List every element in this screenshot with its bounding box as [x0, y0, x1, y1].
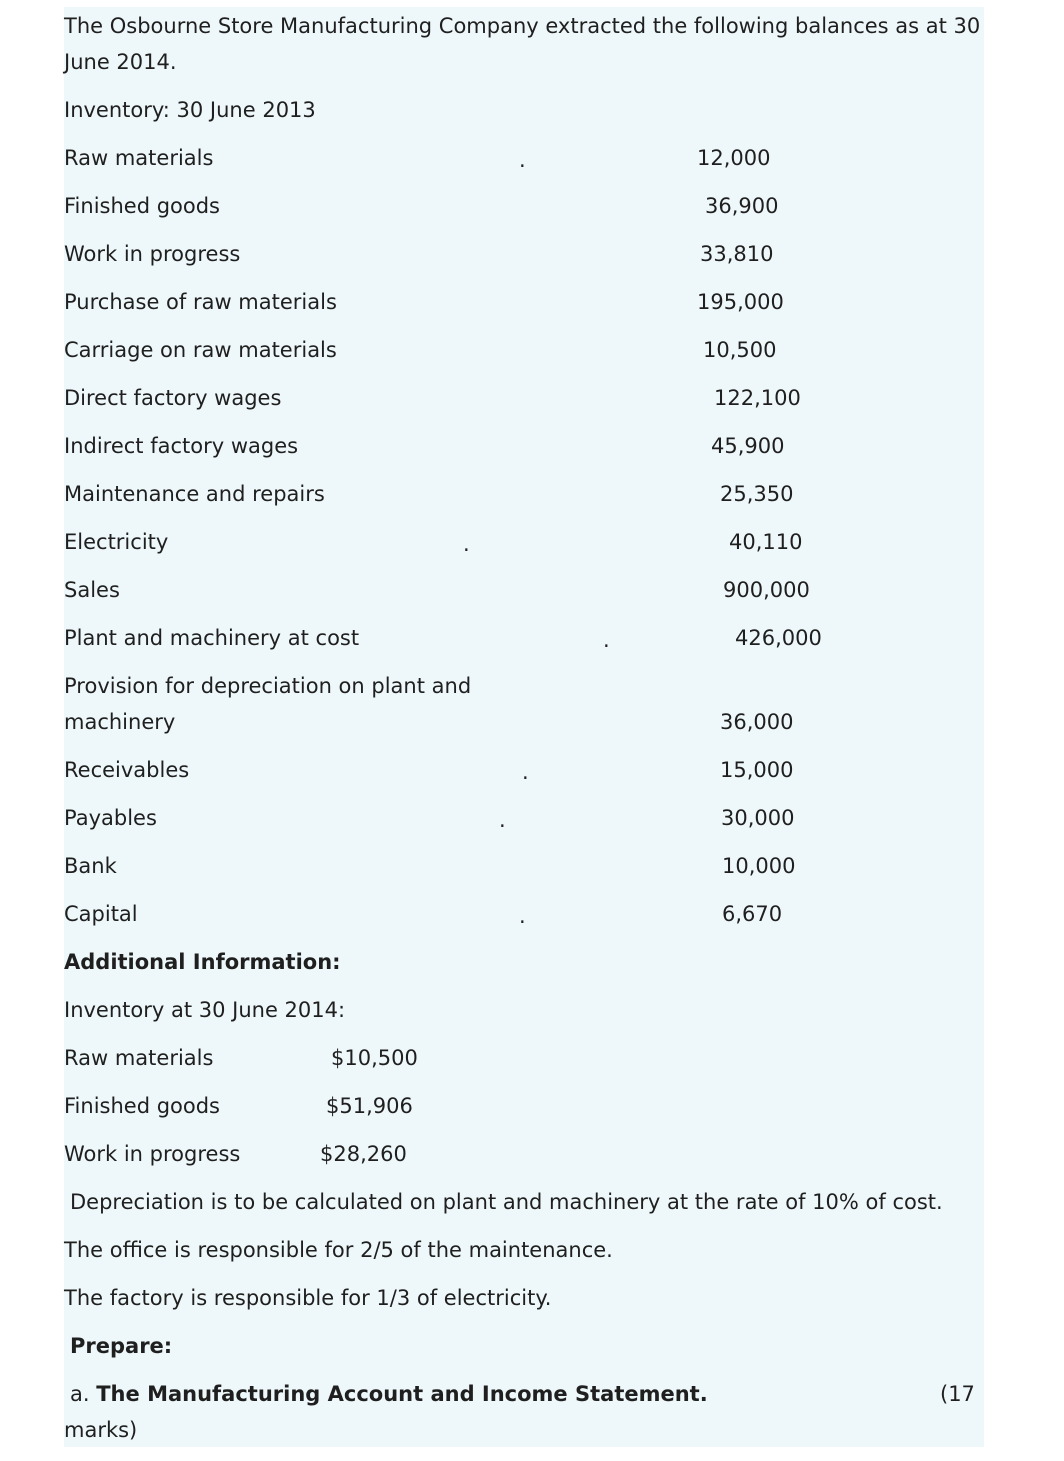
- balance-label: Bank: [64, 854, 117, 878]
- note-depreciation: Depreciation is to be calculated on plant and machinery at the rate of 10% of cost.: [70, 1190, 943, 1214]
- balance-value: 10,000: [722, 854, 796, 878]
- balance-label: Capital: [64, 902, 138, 926]
- marks-open: (17: [940, 1382, 975, 1406]
- balance-value: 30,000: [721, 806, 795, 830]
- prepare-heading: Prepare:: [70, 1334, 173, 1358]
- balance-label: Direct factory wages: [64, 386, 282, 410]
- balance-label: Receivables: [64, 758, 190, 782]
- balance-label: Maintenance and repairs: [64, 482, 325, 506]
- task-item: [70, 1376, 708, 1412]
- balance-label: Raw materials: [64, 146, 214, 170]
- balance-value: 12,000: [697, 146, 771, 170]
- stray-dot: .: [519, 148, 526, 172]
- stray-dot: .: [522, 760, 529, 784]
- additional-info-heading: Additional Information:: [64, 950, 341, 974]
- balance-value: 900,000: [723, 578, 810, 602]
- note-electricity: The factory is responsible for 1/3 of electricity.: [64, 1286, 552, 1310]
- balance-label: Purchase of raw materials: [64, 290, 337, 314]
- balance-value: 195,000: [697, 290, 784, 314]
- closing-inventory-label: Finished goods: [64, 1094, 221, 1118]
- balance-value: 40,110: [729, 530, 803, 554]
- closing-inventory-label: Raw materials: [64, 1046, 214, 1070]
- closing-inventory-label: Work in progress: [64, 1142, 241, 1166]
- balance-value: 6,670: [722, 902, 783, 926]
- note-maintenance: The office is responsible for 2/5 of the maintenance.: [64, 1238, 613, 1262]
- intro-line-1: The Osbourne Store Manufacturing Company extracted the following balances as at 30: [64, 14, 981, 38]
- stray-dot: .: [603, 628, 610, 652]
- balance-value: 33,810: [700, 242, 774, 266]
- stray-dot: .: [519, 904, 526, 928]
- balance-value: 36,000: [720, 710, 794, 734]
- balance-value: 15,000: [720, 758, 794, 782]
- closing-inventory-value: $10,500: [331, 1046, 418, 1070]
- balance-label: Sales: [64, 578, 120, 602]
- balance-value: 10,500: [703, 338, 777, 362]
- balance-label-continued: machinery: [64, 710, 176, 734]
- balance-value: 426,000: [735, 626, 822, 650]
- balance-value: 122,100: [714, 386, 801, 410]
- marks-close: marks): [64, 1418, 138, 1442]
- balance-value: 36,900: [705, 194, 779, 218]
- balance-label: Carriage on raw materials: [64, 338, 337, 362]
- balance-label: Electricity: [64, 530, 169, 554]
- balance-value: 45,900: [711, 434, 785, 458]
- balance-label: Finished goods: [64, 194, 221, 218]
- stray-dot: .: [463, 532, 470, 556]
- closing-inventory-value: $28,260: [320, 1142, 407, 1166]
- closing-inventory-heading: Inventory at 30 June 2014:: [64, 998, 346, 1022]
- balance-label: Payables: [64, 806, 157, 830]
- balance-label: Plant and machinery at cost: [64, 626, 360, 650]
- task-item-title: The Manufacturing Account and Income Statement.: [96, 1382, 708, 1406]
- balance-label: Indirect factory wages: [64, 434, 299, 458]
- task-item-letter: a.: [70, 1382, 90, 1406]
- balance-label: Provision for depreciation on plant and: [64, 674, 472, 698]
- opening-inventory-heading: Inventory: 30 June 2013: [64, 98, 316, 122]
- closing-inventory-value: $51,906: [326, 1094, 413, 1118]
- intro-line-2: June 2014.: [64, 50, 177, 74]
- stray-dot: .: [499, 808, 506, 832]
- balance-label: Work in progress: [64, 242, 241, 266]
- balance-value: 25,350: [720, 482, 794, 506]
